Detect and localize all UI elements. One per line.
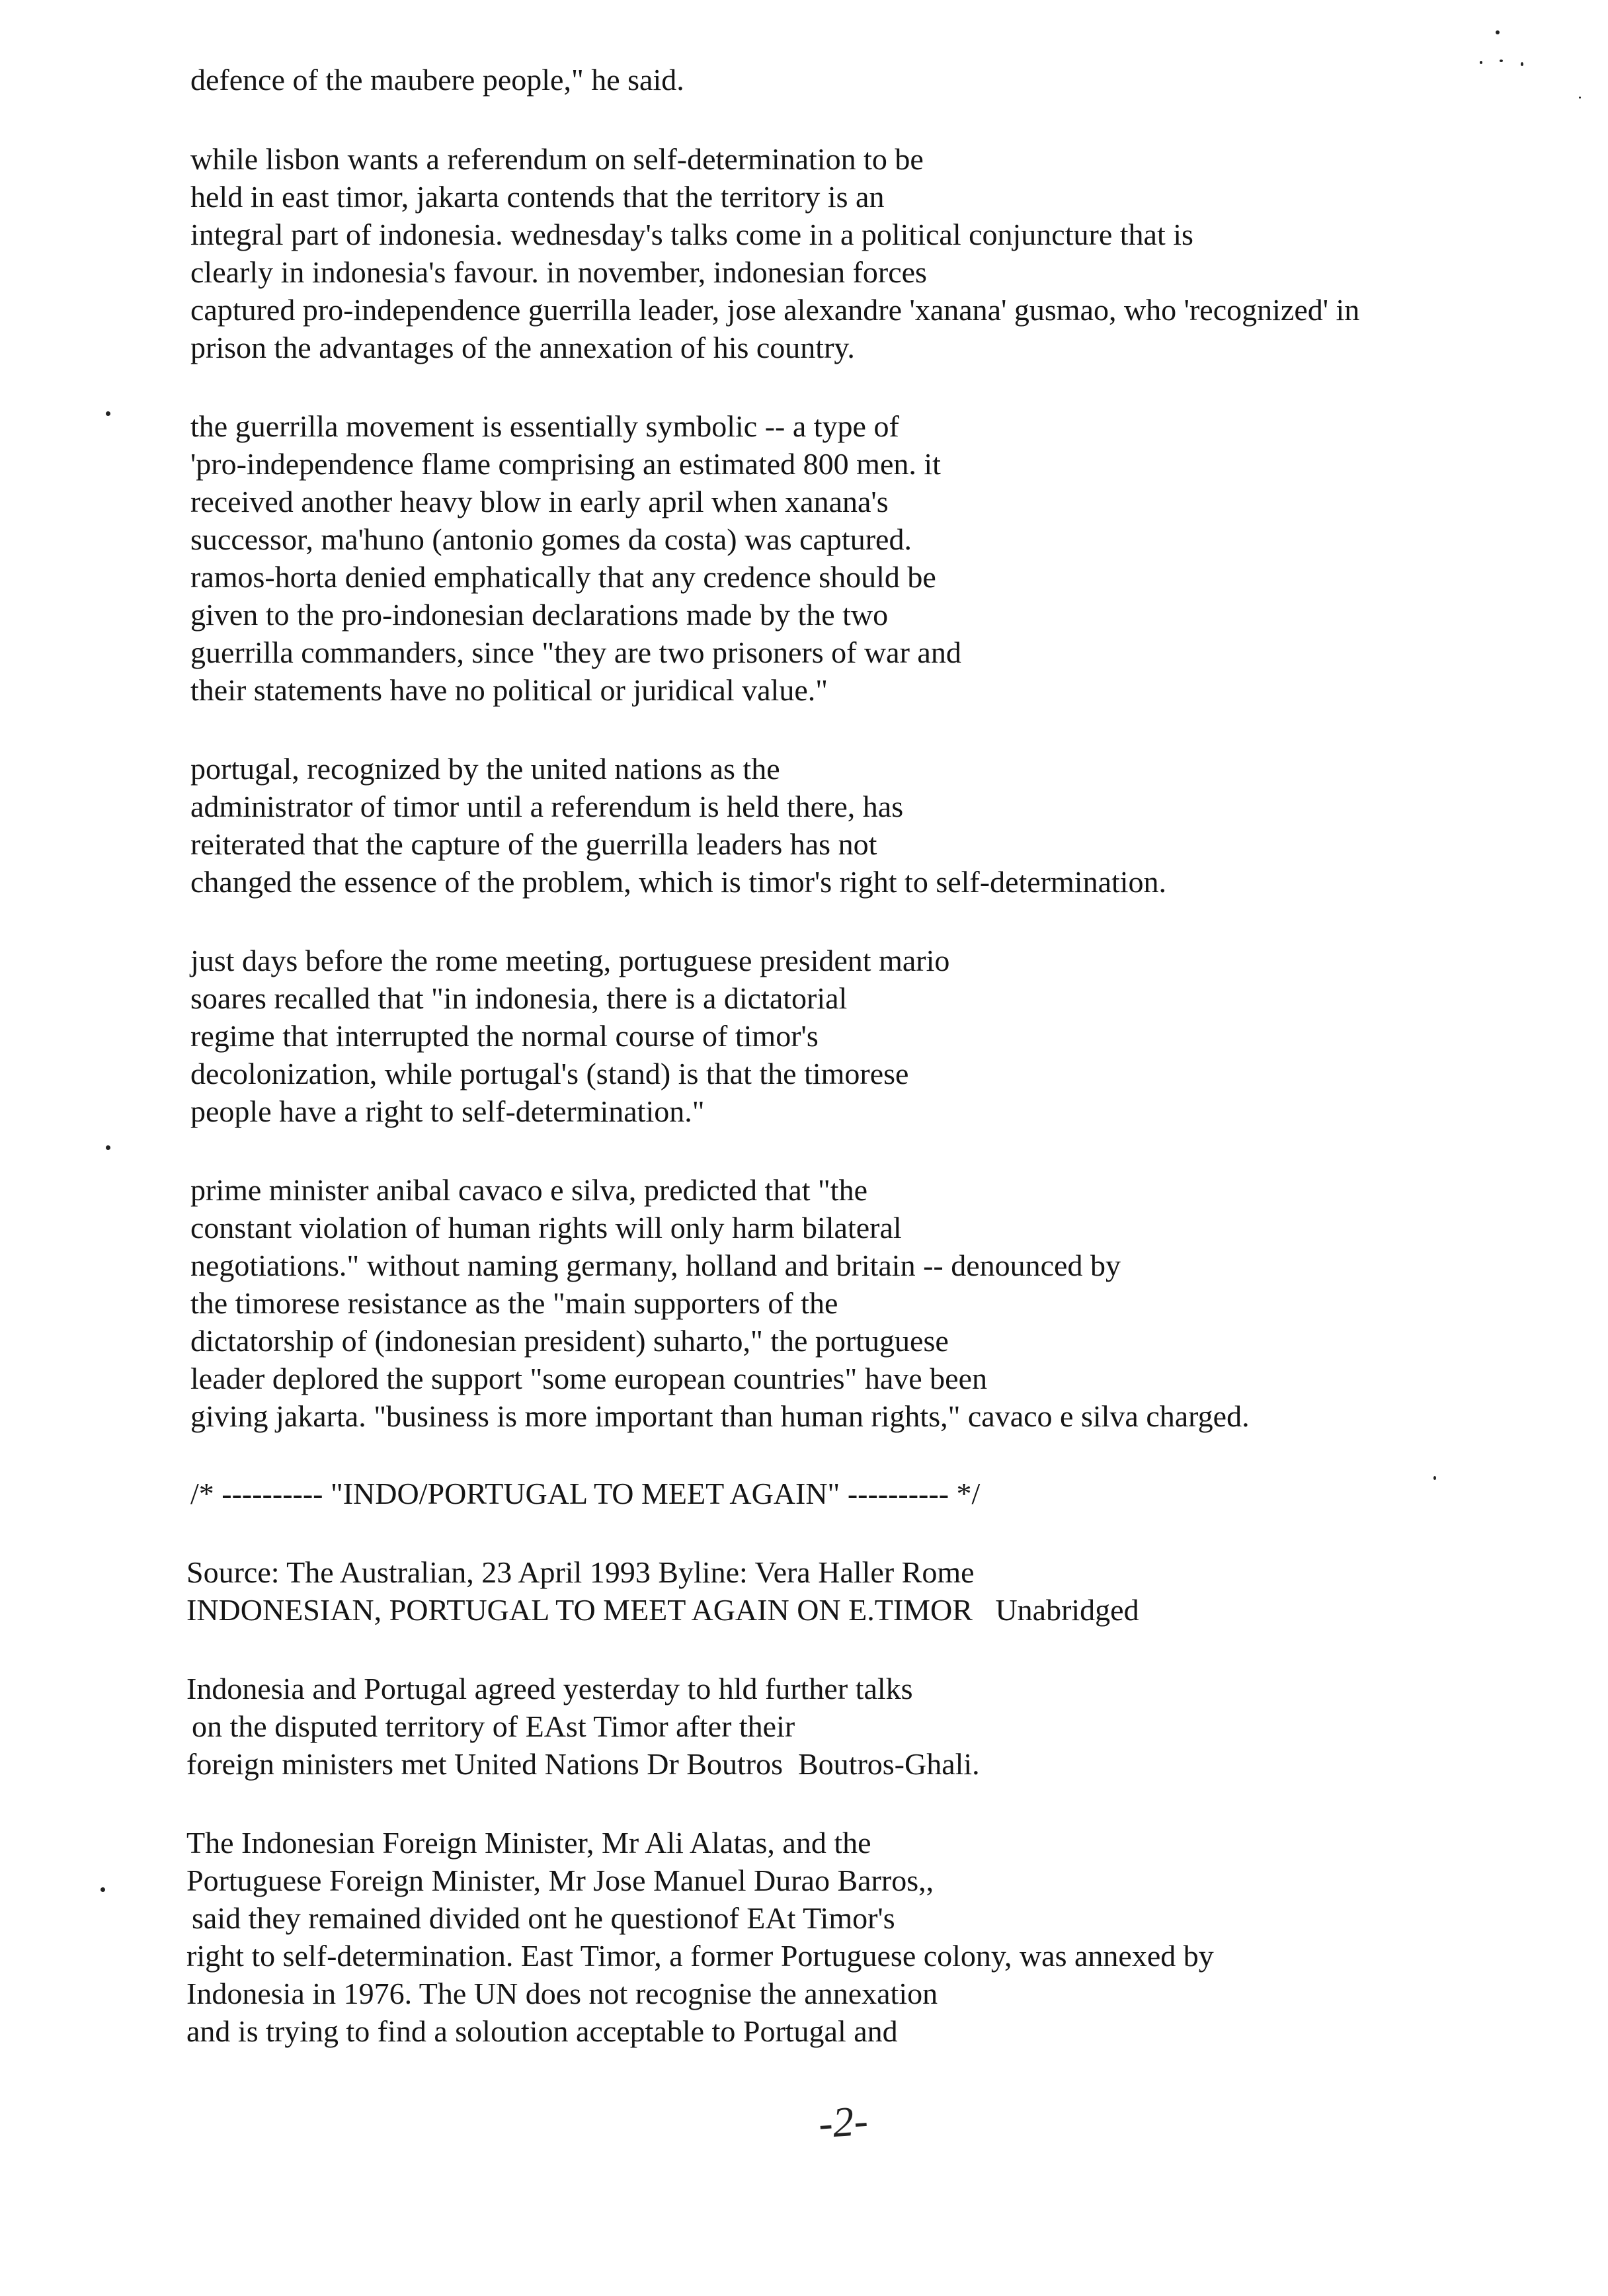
margin-speck (106, 1145, 110, 1150)
text-line: received another heavy blow in early april when xanana's (190, 485, 889, 518)
text-line: just days before the rome meeting, portuguese president mario (190, 944, 950, 977)
text-line: guerrilla commanders, since "they are two prisoners of war and (190, 636, 961, 669)
text-line: portugal, recognized by the united nations as the (190, 752, 780, 786)
text-line: regime that interrupted the normal course of timor's (190, 1019, 819, 1053)
text-line: their statements have no political or juridical value." (190, 673, 828, 707)
margin-speck (106, 411, 110, 416)
text-line: and is trying to find a soloution acceptable to Portugal and (186, 2014, 898, 2048)
scan-speck (1480, 61, 1482, 64)
text-line: defence of the maubere people," he said. (190, 63, 684, 97)
text-line: on the disputed territory of EAst Timor after their (192, 1709, 795, 1743)
text-line: people have a right to self-determination." (190, 1094, 705, 1128)
text-line: The Indonesian Foreign Minister, Mr Ali Alatas, and the (186, 1826, 871, 1860)
text-line: leader deplored the support "some european countries" have been (190, 1362, 987, 1395)
margin-speck (1433, 1476, 1436, 1480)
text-line: prime minister anibal cavaco e silva, predicted that "the (190, 1173, 867, 1207)
page-number: -2- (817, 2096, 869, 2147)
text-line: decolonization, while portugal's (stand) is that the timorese (190, 1057, 909, 1090)
text-line: said they remained divided ont he questionof EAt Timor's (192, 1901, 895, 1935)
text-line: Indonesia in 1976. The UN does not recognise the annexation (186, 1977, 938, 2010)
text-line: prison the advantages of the annexation of his country. (190, 331, 855, 364)
section-divider-heading: /* ---------- "INDO/PORTUGAL TO MEET AGAIN" ---------- */ (190, 1477, 981, 1510)
text-line: Portuguese Foreign Minister, Mr Jose Manuel Durao Barros,, (186, 1864, 934, 1897)
text-line: given to the pro-indonesian declarations made by the two (190, 598, 889, 632)
text-line: held in east timor, jakarta contends that the territory is an (190, 180, 885, 214)
text-line: the timorese resistance as the "main supporters of the (190, 1286, 838, 1320)
text-line: right to self-determination. East Timor, a former Portuguese colony, was annexed by (186, 1939, 1214, 1973)
scan-speck (1500, 60, 1503, 62)
text-line: while lisbon wants a referendum on self-determination to be (190, 142, 924, 176)
text-line: Indonesia and Portugal agreed yesterday to hld further talks (186, 1672, 913, 1705)
text-line: integral part of indonesia. wednesday's talks come in a political conjuncture that is (190, 218, 1193, 251)
text-line: changed the essence of the problem, which is timor's right to self-determination. (190, 865, 1167, 899)
text-line: giving jakarta. "business is more important than human rights," cavaco e silva charged. (190, 1399, 1250, 1433)
text-line: dictatorship of (indonesian president) suharto," the portuguese (190, 1324, 949, 1358)
text-line: captured pro-independence guerrilla leader, jose alexandre 'xanana' gusmao, who 'recognized' in (190, 293, 1360, 327)
scan-speck (1496, 30, 1500, 34)
margin-speck (100, 1887, 105, 1892)
text-line: soares recalled that "in indonesia, there is a dictatorial (190, 981, 848, 1015)
text-line: 'pro-independence flame comprising an estimated 800 men. it (190, 447, 941, 481)
text-line: negotiations." without naming germany, holland and britain -- denounced by (190, 1249, 1121, 1282)
text-line: reiterated that the capture of the guerrilla leaders has not (190, 827, 877, 861)
text-line: successor, ma'huno (antonio gomes da costa) was captured. (190, 522, 912, 556)
text-line: foreign ministers met United Nations Dr Boutros Boutros-Ghali. (186, 1747, 980, 1781)
headline-line: INDONESIAN, PORTUGAL TO MEET AGAIN ON E.TIMOR Unabridged (186, 1593, 1139, 1627)
scan-speck (1521, 62, 1523, 66)
source-line: Source: The Australian, 23 April 1993 Byline: Vera Haller Rome (186, 1555, 975, 1589)
text-line: the guerrilla movement is essentially symbolic -- a type of (190, 409, 899, 443)
text-line: administrator of timor until a referendum is held there, has (190, 790, 904, 823)
text-line: constant violation of human rights will only harm bilateral (190, 1211, 902, 1245)
text-line: ramos-horta denied emphatically that any credence should be (190, 560, 936, 594)
scan-speck (1579, 97, 1581, 99)
text-line: clearly in indonesia's favour. in november, indonesian forces (190, 255, 927, 289)
